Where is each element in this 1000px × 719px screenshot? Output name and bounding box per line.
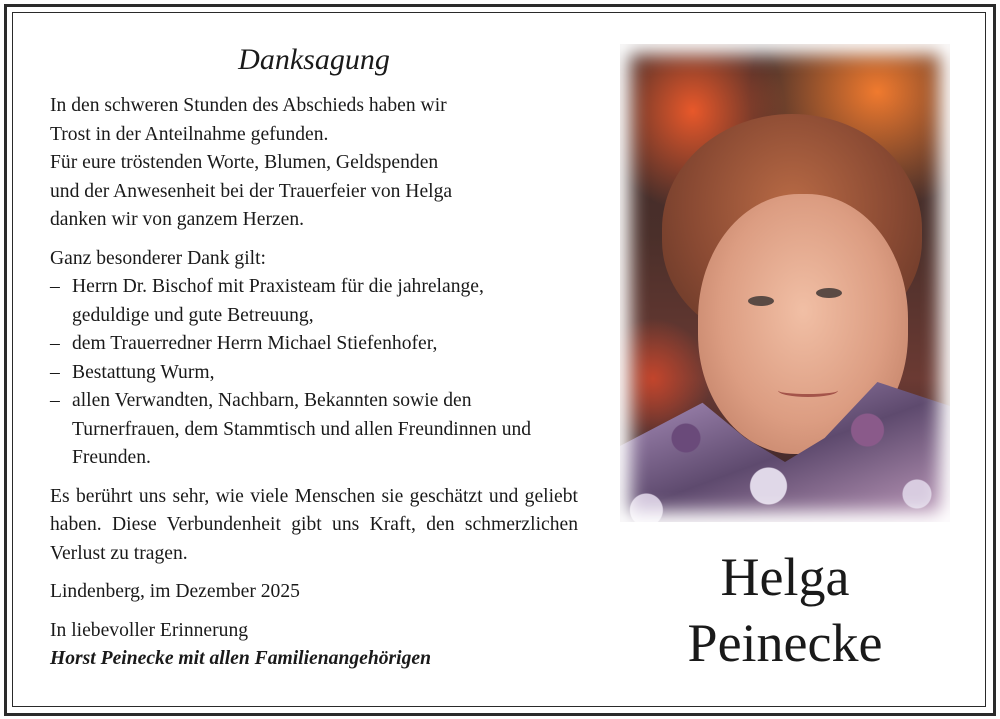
- thanks-item: – dem Trauerredner Herrn Michael Stiefenhofer,: [50, 330, 578, 359]
- intro-line: Trost in der Anteilnahme gefunden.: [50, 123, 329, 145]
- heading: Danksagung: [238, 43, 390, 76]
- intro-line: Für eure tröstenden Worte, Blumen, Geldspenden: [50, 152, 439, 173]
- closing-text: Es berührt uns sehr, wie viele Menschen sie geschätzt und geliebt haben. Diese Verbundenheit gibt uns Kraft, den schmerzlichen Verlust zu tragen.: [50, 485, 578, 564]
- photo-vignette: [620, 44, 950, 522]
- intro-line: danken wir von ganzem Herzen.: [50, 209, 305, 230]
- first-name: Helga: [720, 547, 850, 607]
- signature: Horst Peinecke mit allen Familienangehörigen: [50, 648, 431, 669]
- thanks-list: [50, 273, 578, 473]
- last-name: Peinecke: [687, 613, 883, 673]
- text-column: [50, 40, 578, 674]
- place-date: Lindenberg, im Dezember 2025: [50, 581, 300, 602]
- thanks-item: – Herrn Dr. Bischof mit Praxisteam für die jahrelange, geduldige und gute Betreuung,: [50, 273, 502, 330]
- thanks-intro: Ganz besonderer Dank gilt:: [50, 247, 267, 269]
- intro-line: und der Anwesenheit bei der Trauerfeier von Helga: [50, 180, 453, 202]
- thanks-item: – Bestattung Wurm,: [50, 359, 578, 388]
- thanks-item: – allen Verwandten, Nachbarn, Bekannten sowie den Turnerfrauen, dem Stammtisch und allen Freundinnen und Freunden.: [50, 387, 562, 473]
- intro-line: In den schweren Stunden des Abschieds haben wir: [50, 95, 447, 116]
- portrait-photo: [620, 44, 950, 522]
- memory-line: In liebevoller Erinnerung: [50, 619, 249, 641]
- deceased-name: [620, 544, 950, 676]
